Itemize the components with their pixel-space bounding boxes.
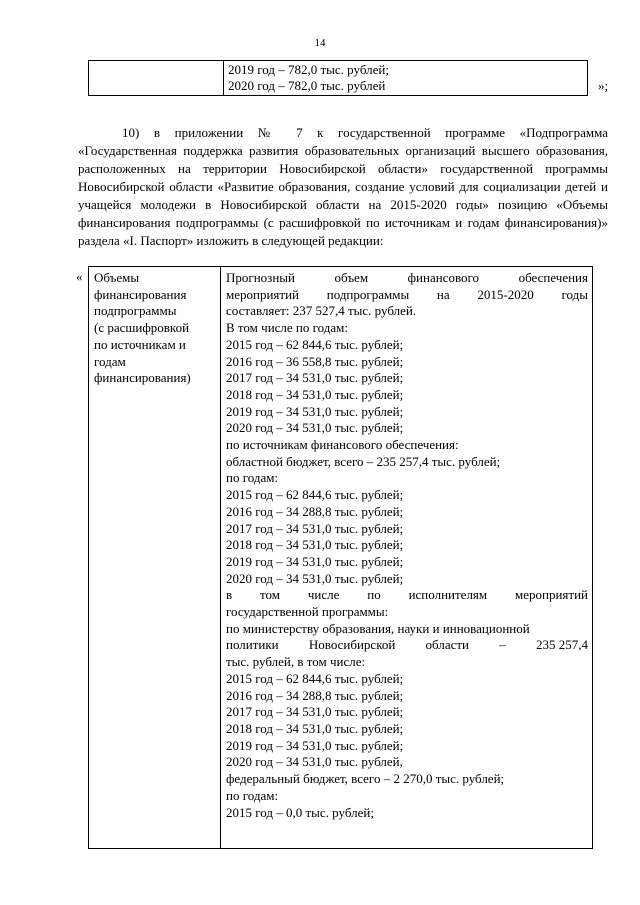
total-year-line: 2019 год – 34 531,0 тыс. рублей; — [226, 403, 404, 419]
by-years-label: по годам: — [226, 470, 279, 486]
total-year-line: 2018 год – 34 531,0 тыс. рублей; — [226, 386, 404, 402]
forecast-total: составляет: 237 527,4 тыс. рублей. — [226, 303, 417, 319]
ministry-year-line: 2017 год – 34 531,0 тыс. рублей; — [226, 704, 404, 720]
ministry-line: тыс. рублей, в том числе: — [226, 654, 366, 670]
total-year-line: 2020 год – 34 531,0 тыс. рублей; — [226, 420, 404, 436]
executors-line: государственной программы: — [226, 604, 389, 620]
federal-year-line: 2015 год – 0,0 тыс. рублей; — [226, 804, 374, 820]
closing-quote: »; — [598, 78, 609, 93]
word: финансового — [407, 270, 480, 285]
title-line: годам — [94, 353, 126, 369]
forecast-line — [226, 270, 588, 287]
regional-year-line: 2016 год – 34 288,8 тыс. рублей; — [226, 503, 404, 519]
ministry-year-line: 2018 год – 34 531,0 тыс. рублей; — [226, 720, 404, 736]
financing-details-cell — [221, 267, 593, 849]
word: мероприятий — [515, 587, 588, 603]
table-row — [89, 267, 593, 849]
forecast-line — [226, 287, 588, 304]
title-line: финансирования) — [94, 370, 191, 386]
ministry-year-line: 2020 год – 34 531,0 тыс. рублей, — [226, 754, 403, 770]
title-line: Объемы — [94, 270, 140, 285]
page-number: 14 — [314, 37, 326, 49]
word: исполнителям — [408, 587, 488, 603]
year-line: 2019 год – 782,0 тыс. рублей; — [228, 62, 389, 77]
regional-year-line: 2018 год – 34 531,0 тыс. рублей; — [226, 537, 404, 553]
table-cell-values — [224, 61, 588, 96]
total-year-line: 2017 год – 34 531,0 тыс. рублей; — [226, 370, 404, 386]
sources-label: по источникам финансового обеспечения: — [226, 437, 459, 453]
title-line: (с расшифровкой — [94, 320, 190, 336]
federal-total: федеральный бюджет, всего – 2 270,0 тыс. рублей; — [226, 771, 505, 787]
regional-total: областной бюджет, всего – 235 257,4 тыс. рублей; — [226, 453, 501, 469]
word: по — [367, 587, 381, 603]
title-line: по источникам и — [94, 336, 186, 352]
opening-quote: « — [76, 269, 83, 284]
year-line: 2020 год – 782,0 тыс. рублей — [228, 78, 386, 93]
word: в — [226, 587, 233, 603]
word: годы — [561, 286, 588, 302]
passport-table — [88, 266, 593, 849]
ministry-line: по министерству образования, науки и инновационной — [226, 620, 530, 636]
word: объем — [334, 270, 369, 285]
title-line: финансирования — [94, 286, 187, 302]
total-year-line: 2015 год – 62 844,6 тыс. рублей; — [226, 336, 404, 352]
regional-year-line: 2017 год – 34 531,0 тыс. рублей; — [226, 520, 404, 536]
word: обеспечения — [518, 270, 588, 285]
word: – — [499, 637, 506, 653]
word: числе — [307, 587, 340, 603]
by-years-label: В том числе по годам: — [226, 320, 348, 336]
regional-year-line: 2015 год – 62 844,6 тыс. рублей; — [226, 487, 404, 503]
paragraph-text: 10) в приложении № 7 к государственной программе «Подпрограмма «Государственная поддержка развития образовательных организаций высшего образования, расположенных на территории Новосибирской области» государственной программы Новосибирской области «Развитие образования, создание условий для социализации детей и учащейся молодежи в Новосибирской области на 2015-2020 годы» позицию «Объемы финансирования подпрограммы (с расшифровкой по источникам и годам финансирования)» раздела «I. Паспорт» изложить в следующей редакции: — [78, 125, 608, 248]
ministry-year-line: 2015 год – 62 844,6 тыс. рублей; — [226, 670, 404, 686]
word: Новосибирской — [308, 637, 396, 653]
title-line: подпрограммы — [94, 303, 177, 319]
word: на — [436, 286, 450, 302]
word: политики — [226, 637, 279, 653]
total-year-line: 2016 год – 36 558,8 тыс. рублей; — [226, 353, 404, 369]
word: подпрограммы — [326, 286, 410, 302]
ministry-line — [226, 637, 588, 654]
regional-year-line: 2020 год – 34 531,0 тыс. рублей; — [226, 570, 404, 586]
word: Прогнозный — [226, 270, 295, 285]
table-row — [89, 61, 588, 96]
word: мероприятий — [226, 286, 299, 302]
position-title-cell — [89, 267, 221, 849]
word: 2015-2020 — [477, 286, 534, 302]
continuation-table — [88, 60, 588, 96]
amendment-paragraph — [78, 124, 608, 250]
executors-line — [226, 587, 588, 604]
by-years-label: по годам: — [226, 787, 279, 803]
table-cell-empty — [89, 61, 224, 96]
word: том — [260, 587, 280, 603]
regional-year-line: 2019 год – 34 531,0 тыс. рублей; — [226, 553, 404, 569]
ministry-year-line: 2019 год – 34 531,0 тыс. рублей; — [226, 737, 404, 753]
ministry-year-line: 2016 год – 34 288,8 тыс. рублей; — [226, 687, 404, 703]
word: 235 257,4 — [535, 637, 588, 653]
word: области — [425, 637, 470, 653]
